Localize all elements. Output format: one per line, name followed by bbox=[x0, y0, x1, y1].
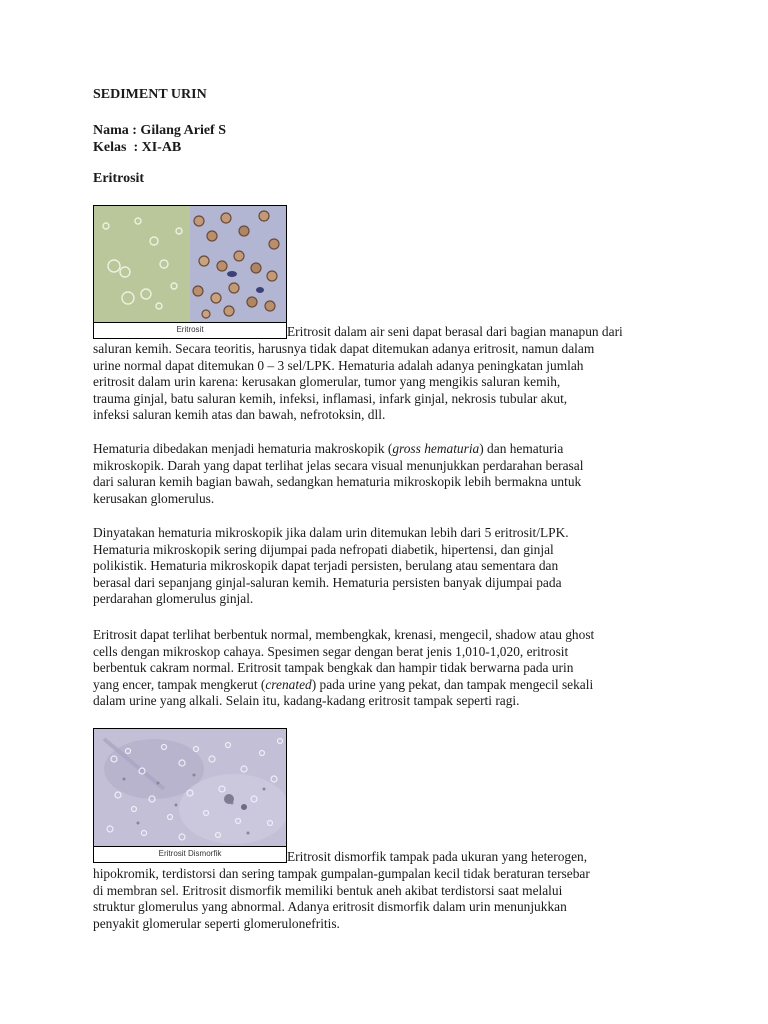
paragraph-line: di membran sel. Eritrosit dismorfik memiliki bentuk aneh akibat terdistorsi saat melalui bbox=[93, 882, 563, 898]
figure-caption: Eritrosit Dismorfik bbox=[94, 846, 286, 862]
paragraph-4 bbox=[93, 627, 683, 710]
eritrosit-micrograph-image bbox=[94, 206, 286, 323]
section-heading: Eritrosit bbox=[93, 171, 145, 186]
paragraph-5 bbox=[93, 866, 683, 932]
emphasis-text: gross hematuria bbox=[392, 441, 480, 456]
student-info bbox=[93, 122, 226, 156]
text-run: ) pada urine yang pekat, dan tampak mengecil sekali bbox=[311, 676, 594, 692]
text-run: ) dan hematuria bbox=[479, 441, 564, 456]
paragraph-line bbox=[93, 677, 683, 694]
paragraph-line: dalam urine yang alkali. Selain itu, kadang-kadang eritrosit tampak seperti ragi. bbox=[93, 693, 520, 709]
paragraph-line: kerusakan glomerulus. bbox=[93, 490, 215, 506]
paragraph-line: hipokromik, terdistorsi dan sering tampak gumpalan-gumpalan kecil tidak beraturan tersebar bbox=[93, 866, 590, 881]
eritrosit-micrograph bbox=[93, 205, 287, 339]
text-run: Hematuria dibedakan menjadi hematuria makroskopik ( bbox=[93, 441, 393, 456]
paragraph-line: urine normal dapat ditemukan 0 – 3 sel/LPK. Hematuria adalah adanya peningkatan jumlah bbox=[93, 357, 584, 373]
paragraph-line: mikroskopik. Darah yang dapat terlihat jelas secara visual menunjukkan perdarahan berasal bbox=[93, 457, 584, 473]
paragraph-line: trauma ginjal, batu saluran kemih, infeksi, inflamasi, infark ginjal, nekrosis tubular akut, bbox=[93, 390, 568, 406]
eritrosit-dismorfik-micrograph-image bbox=[94, 729, 286, 847]
paragraph-line: saluran kemih. Secara teoritis, harusnya tidak dapat ditemukan adanya eritrosit, namun dalam bbox=[93, 341, 595, 356]
student-class: Kelas : XI-AB bbox=[93, 140, 182, 155]
student-name: Nama : Gilang Arief S bbox=[93, 123, 226, 138]
paragraph-3 bbox=[93, 525, 683, 608]
paragraph-line: Eritrosit dapat terlihat berbentuk normal, membengkak, krenasi, mengecil, shadow atau ghost bbox=[93, 627, 595, 642]
emphasis-text: crenated bbox=[265, 676, 312, 692]
paragraph-line: polikistik. Hematuria mikroskopik dapat terjadi persisten, berulang atau sementara dan bbox=[93, 558, 559, 574]
paragraph-line: Dinyatakan hematuria mikroskopik jika dalam urin ditemukan lebih dari 5 eritrosit/LPK. bbox=[93, 525, 569, 540]
paragraph-line: berasal dari sepanjang ginjal-saluran kemih. Hematuria persisten banyak dijumpai pada bbox=[93, 574, 562, 590]
paragraph-line bbox=[93, 441, 683, 458]
paragraph-line: eritrosit dalam urin karena: kerusakan glomerular, tumor yang mengikis saluran kemih, bbox=[93, 374, 561, 390]
paragraph-2 bbox=[93, 441, 683, 507]
paragraph-5-lead: Eritrosit dismorfik tampak pada ukuran yang heterogen, bbox=[287, 849, 588, 864]
paragraph-line: berbentuk cakram normal. Eritrosit tampak bengkak dan hampir tidak berwarna pada urin bbox=[93, 660, 574, 676]
paragraph-line: infeksi saluran kemih atas dan bawah, nefrotoksin, dll. bbox=[93, 407, 386, 423]
text-run: yang encer, tampak mengkerut ( bbox=[93, 676, 266, 692]
document-title: SEDIMENT URIN bbox=[93, 87, 207, 102]
paragraph-line: cells dengan mikroskop cahaya. Spesimen segar dengan berat jenis 1,010-1,020, eritrosit bbox=[93, 643, 569, 659]
paragraph-line: Hematuria mikroskopik sering dijumpai pada nefropati diabetik, hipertensi, dan ginjal bbox=[93, 541, 554, 557]
paragraph-1-lead: Eritrosit dalam air seni dapat berasal dari bagian manapun dari bbox=[287, 324, 623, 339]
paragraph-line: dari saluran kemih bagian bawah, sedangkan hematuria mikroskopik lebih bermakna untuk bbox=[93, 474, 582, 490]
paragraph-1 bbox=[93, 341, 683, 424]
figure-caption: Eritrosit bbox=[94, 322, 286, 338]
paragraph-line: penyakit glomerular seperti glomerulonefritis. bbox=[93, 915, 340, 931]
paragraph-line: perdarahan glomerulus ginjal. bbox=[93, 591, 254, 607]
eritrosit-dismorfik-micrograph bbox=[93, 728, 287, 863]
paragraph-line: struktur glomerulus yang abnormal. Adanya eritrosit dismorfik dalam urin menunjukkan bbox=[93, 899, 567, 915]
